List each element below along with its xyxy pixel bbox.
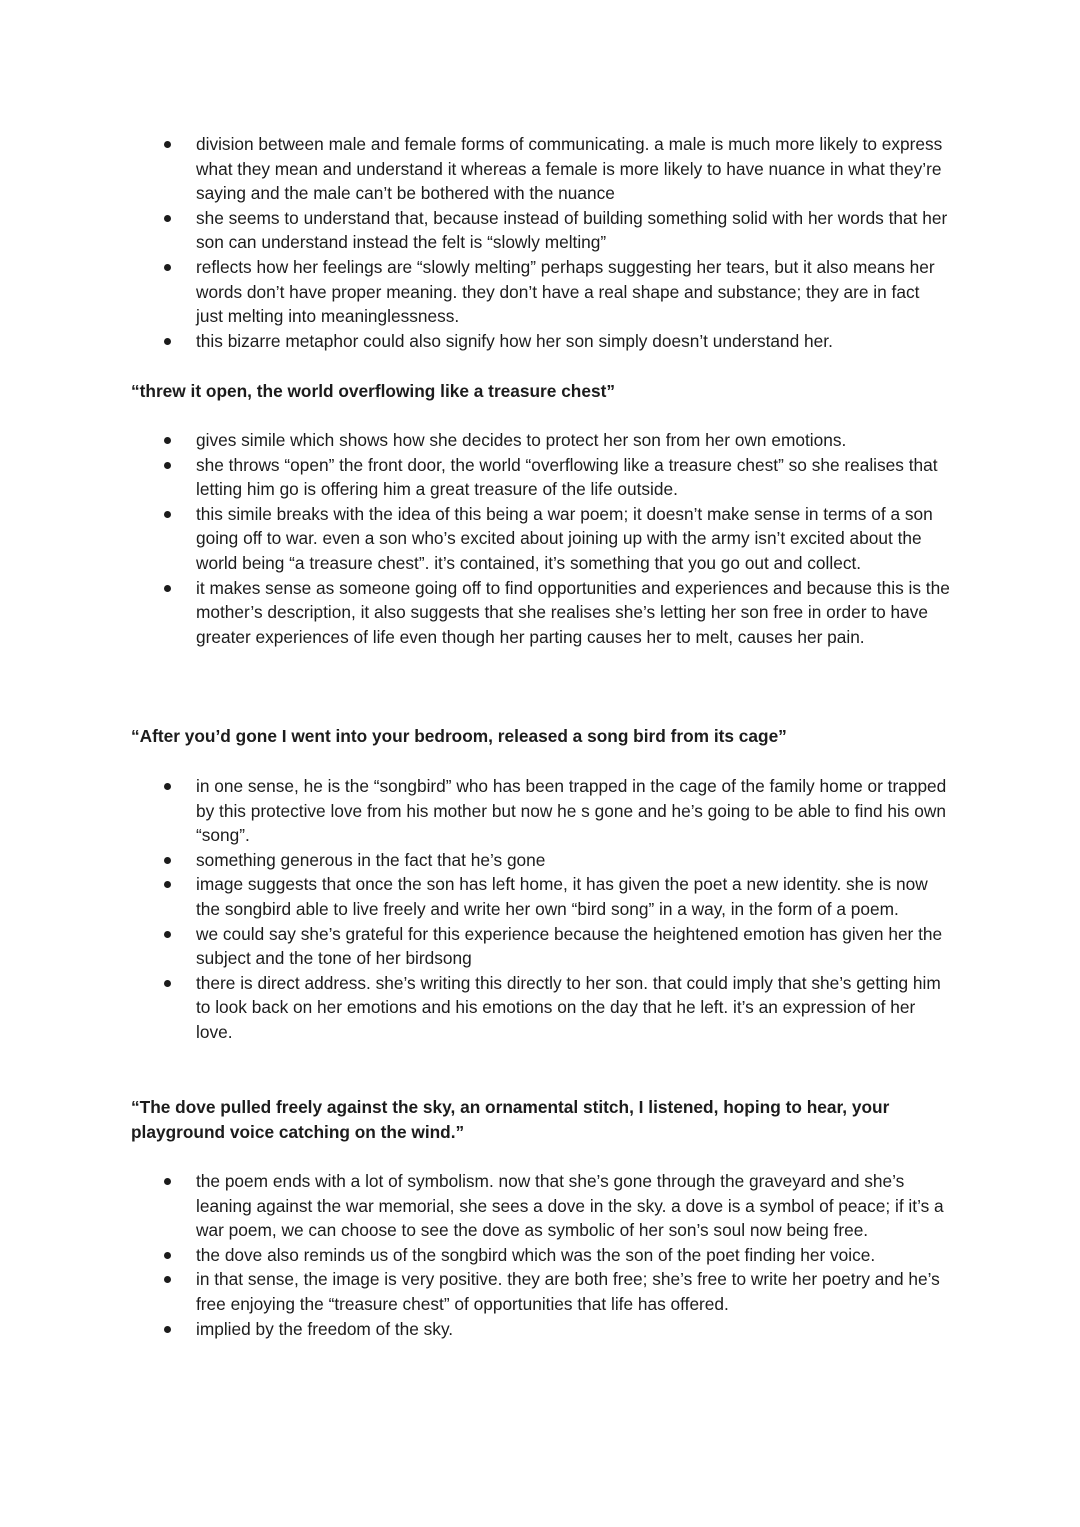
quote-heading: “The dove pulled freely against the sky, an ornamental stitch, I listened, hoping to hear, your playground voice catching on the wind.” [131,1097,890,1142]
bullet-item: reflects how her feelings are “slowly melting” perhaps suggesting her tears, but it also means her words don’t have proper meaning. they don’t have a real shape and substance; they are in fact just melting into meaninglessness. [0,255,1080,329]
bullet-item: in one sense, he is the “songbird” who has been trapped in the cage of the family home or trapped by this protective love from his mother but now he s gone and he’s going to be able to find his own “song”. [0,774,1080,848]
bullet-item: in that sense, the image is very positive. they are both free; she’s free to write her poetry and he’s free enjoying the “treasure chest” of opportunities that life has offered. [0,1267,1080,1316]
quote-heading: “threw it open, the world overflowing like a treasure chest” [131,381,615,401]
section-dove [0,1169,1080,1341]
section-intro [0,132,1080,353]
bullet-item: it makes sense as someone going off to find opportunities and experiences and because this is the mother’s description, it also suggests that she realises she’s letting her son free in order to have greater experiences of life even though her parting causes her to melt, causes her pain. [0,576,1080,650]
bullet-item: the poem ends with a lot of symbolism. now that she’s gone through the graveyard and she’s leaning against the war memorial, she sees a dove in the sky. a dove is a symbol of peace; if it’s a war poem, we can choose to see the dove as symbolic of her son’s soul now being free. [0,1169,1080,1243]
bullet-item: she seems to understand that, because instead of building something solid with her words that her son can understand instead the felt is “slowly melting” [0,206,1080,255]
bullet-list [0,428,1080,649]
section-treasure-chest [0,428,1080,649]
bullet-item: something generous in the fact that he’s gone [0,848,1080,873]
section-song-bird [0,774,1080,1045]
bullet-list [0,132,1080,353]
bullet-list [0,1169,1080,1341]
bullet-item: this simile breaks with the idea of this being a war poem; it doesn’t make sense in terms of a son going off to war. even a son who’s excited about joining up with the army isn’t excited about the world being “a treasure chest”. it’s contained, it’s something that you go out and collect. [0,502,1080,576]
quote-heading: “After you’d gone I went into your bedroom, released a song bird from its cage” [131,726,787,746]
bullet-item: implied by the freedom of the sky. [0,1317,1080,1342]
bullet-item: the dove also reminds us of the songbird which was the son of the poet finding her voice. [0,1243,1080,1268]
bullet-item: this bizarre metaphor could also signify how her son simply doesn’t understand her. [0,329,1080,354]
bullet-list [0,774,1080,1045]
bullet-item: she throws “open” the front door, the world “overflowing like a treasure chest” so she realises that letting him go is offering him a great treasure of the life outside. [0,453,1080,502]
bullet-item: there is direct address. she’s writing this directly to her son. that could imply that she’s getting him to look back on her emotions and his emotions on the day that he left. it’s an expression of her love. [0,971,1080,1045]
bullet-item: we could say she’s grateful for this experience because the heightened emotion has given her the subject and the tone of her birdsong [0,922,1080,971]
bullet-item: gives simile which shows how she decides to protect her son from her own emotions. [0,428,1080,453]
bullet-item: division between male and female forms of communicating. a male is much more likely to express what they mean and understand it whereas a female is more likely to have nuance in what they’re saying and the male can’t be bothered with the nuance [0,132,1080,206]
bullet-item: image suggests that once the son has left home, it has given the poet a new identity. she is now the songbird able to live freely and write her own “bird song” in a way, in the form of a poem. [0,872,1080,921]
